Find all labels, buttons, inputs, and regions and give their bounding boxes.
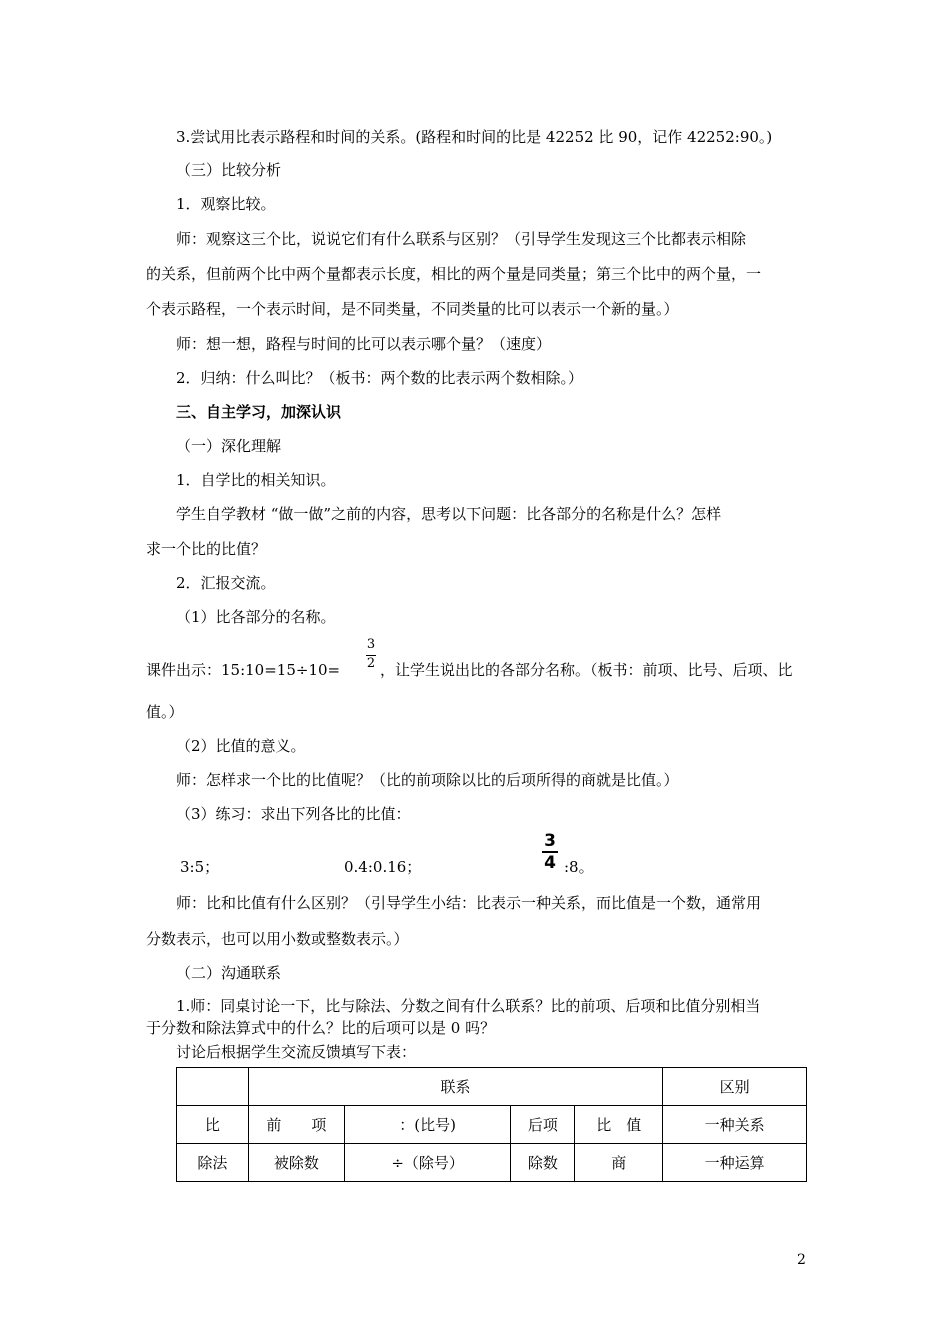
paragraph-exercise: （3）练习：求出下列各比的比值： [176,805,411,823]
page-number: 2 [797,1252,806,1268]
exercise-fraction-denominator: 4 [544,853,556,873]
fraction-numerator: 3 [366,637,376,652]
paragraph-self-learn: 1．自学比的相关知识。 [176,471,336,489]
table-row [177,1106,807,1144]
paragraph-courseware-pre: 课件出示：15:10=15÷10= [146,661,341,679]
fraction-denominator: 2 [366,656,376,671]
table-row [177,1144,807,1182]
paragraph-try-ratio: 3.尝试用比表示路程和时间的关系。(路程和时间的比是 42252 比 90，记作 42252:90。) [176,128,773,146]
paragraph-student-a: 学生自学教材 “做一做”之前的内容，思考以下问题：比各部分的名称是什么？怎样 [176,505,722,523]
table-header-connection: 联系 [248,1068,662,1106]
paragraph-ratio-meaning: （2）比值的意义。 [176,737,306,755]
heading-self-study: 三、自主学习，加深认识 [176,403,342,421]
paragraph-teacher-1c: 个表示路程，一个表示时间，是不同类量，不同类量的比可以表示一个新的量。） [146,300,679,318]
paragraph-report: 2．汇报交流。 [176,574,276,592]
table-cell: 比 [177,1106,249,1144]
section-heading-connect: （二）沟通联系 [176,964,282,982]
paragraph-teacher-4a: 师：比和比值有什么区别？（引导学生小结：比表示一种关系，而比值是一个数，通常用 [176,894,762,912]
paragraph-discuss: 讨论后根据学生交流反馈填写下表： [176,1043,417,1061]
table-cell: 商 [575,1144,663,1182]
table-cell: ÷（除号） [344,1144,511,1182]
paragraph-student-b: 求一个比的比值？ [146,540,267,558]
paragraph-connect-b: 于分数和除法算式中的什么？比的后项可以是 0 吗？ [146,1019,496,1037]
exercise-item-2: 0.4:0.16； [344,858,422,876]
section-heading-deepen: （一）深化理解 [176,437,282,455]
exercise-item-1: 3:5； [180,858,220,876]
table-header-difference: 区别 [663,1068,807,1106]
exercise-fraction-numerator: 3 [544,831,556,851]
table-cell: 前 项 [248,1106,344,1144]
table-cell: 被除数 [248,1144,344,1182]
paragraph-courseware-post: ，让学生说出比的各部分名称。（板书：前项、比号、后项、比 [380,661,793,679]
paragraph-summary: 2．归纳：什么叫比？（板书：两个数的比表示两个数相除。） [176,369,584,387]
paragraph-teacher-4b: 分数表示，也可以用小数或整数表示。） [146,930,409,948]
paragraph-teacher-2: 师：想一想，路程与时间的比可以表示哪个量？（速度） [176,335,552,353]
table-cell: 除法 [177,1144,249,1182]
paragraph-part-names: （1）比各部分的名称。 [176,608,336,626]
section-heading-compare: （三）比较分析 [176,161,282,179]
comparison-table [176,1067,807,1182]
table-cell: ：(比号) [344,1106,511,1144]
table-cell: 后项 [511,1106,575,1144]
table-cell: 比 值 [575,1106,663,1144]
paragraph-connect-a: 1.师：同桌讨论一下，比与除法、分数之间有什么联系？比的前项、后项和比值分别相当 [176,997,761,1015]
paragraph-teacher-1b: 的关系，但前两个比中两个量都表示长度，相比的两个量是同类量；第三个比中的两个量，一 [146,265,762,283]
table-cell: 一种运算 [663,1144,807,1182]
table-header-empty [177,1068,249,1106]
paragraph-teacher-1a: 师：观察这三个比，说说它们有什么联系与区别？（引导学生发现这三个比都表示相除 [176,230,747,248]
table-cell: 一种关系 [663,1106,807,1144]
table-header-row [177,1068,807,1106]
paragraph-observe: 1．观察比较。 [176,195,276,213]
table-cell: 除数 [511,1144,575,1182]
paragraph-courseware-b: 值。） [146,703,184,721]
paragraph-teacher-3: 师：怎样求一个比的比值呢？（比的前项除以比的后项所得的商就是比值。） [176,771,679,789]
exercise-item-3: :8。 [564,858,594,876]
